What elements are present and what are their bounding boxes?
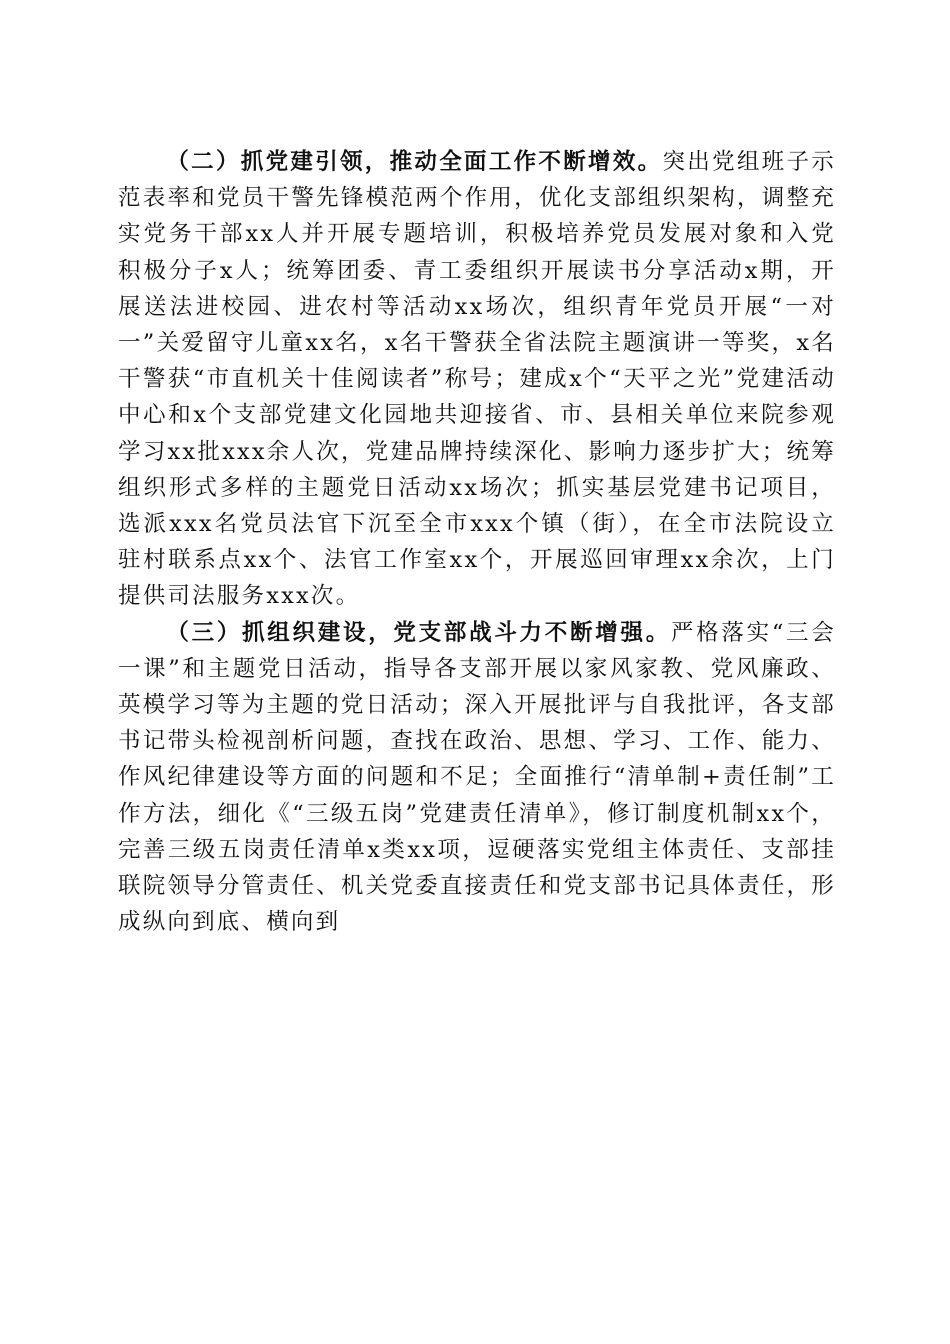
paragraph-2-body: 突出党组班子示范表率和党员干警先锋模范两个作用，优化支部组织架构，调整充实党务干部xx人并开展专题培训，积极培养党员发展对象和入党积极分子x人；统筹团委、青工委组织开展读书分享活动x期，开展送法进校园、进农村等活动xx场次，组织青年党员开展“一对一”关爱留守儿童xx名，x名干警获全省法院主题演讲一等奖，x名干警获“市直机关十佳阅读者”称号；建成x个“天平之光”党建活动中心和x个支部党建文化园地共迎接省、市、县相关单位来院参观学习xx批xxx余人次，党建品牌持续深化、影响力逐步扩大；统筹组织形式多样的主题党日活动xx场次；抓实基层党建书记项目，选派xxx名党员法官下沉至全市xxx个镇（街），在全市法院设立驻村联系点xx个、法官工作室xx个，开展巡回审理xx余次，上门提供司法服务xxx次。 [118,149,836,610]
paragraph-2-heading: （二）抓党建引领，推动全面工作不断增效。 [166,149,663,175]
paragraph-3-heading: （三）抓组织建设，党支部战斗力不断增强。 [166,619,671,646]
paragraph-3-body: 严格落实“三会一课”和主题党日活动，指导各支部开展以家风家教、党风廉政、英模学习等为主题的党日活动；深入开展批评与自我批评，各支部书记带头检视剖析问题，查找在政治、思想、学习、工作、能力、作风纪律建设等方面的问题和不足；全面推行“清单制+责任制”工作方法，细化《“三级五岗”党建责任清单》，修订制度机制xx个，完善三级五岗责任清单x类xx项，逗硬落实党组主体责任、支部挂联院领导分管责任、机关党委直接责任和党支部书记具体责任，形成纵向到底、横向到 [118,619,836,936]
paragraph-3 [118,615,836,941]
document-page [118,144,836,940]
paragraph-2 [118,144,836,615]
